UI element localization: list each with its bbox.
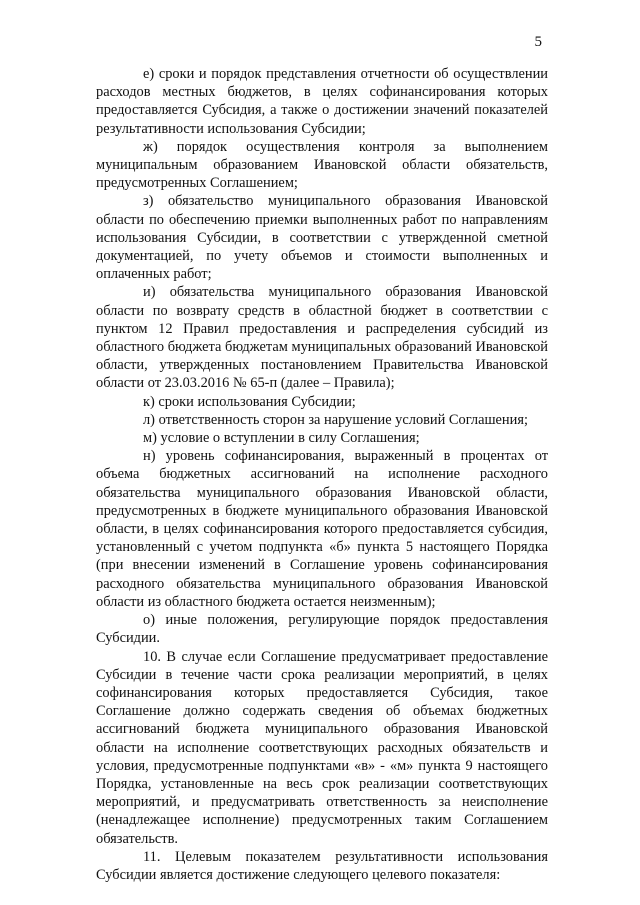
paragraph-item-o: о) иные положения, регулирующие порядок предоставления Субсидии. xyxy=(96,612,548,647)
paragraph-item-l: л) ответственность сторон за нарушение условий Соглашения; xyxy=(143,411,528,428)
paragraph-item-e: е) сроки и порядок представления отчетности об осуществлении расходов местных бюджетов, в целях софинансирования которых предоставляется Субсидия, а также о достижении значений показателей результативности использования Субсидии; xyxy=(96,66,548,137)
paragraph-item-n: н) уровень софинансирования, выраженный в процентах от объема бюджетных ассигнований на исполнение расходного обязательства муниципального образования Ивановской области, предусмотренных в бюджете муниципального образования Ивановской области, в целях софинансирования которого предоставляется субсидия, установленный с учетом подпункта «б» пункта 5 настоящего Порядка (при внесении изменений в Соглашение уровень софинансирования расходного обязательства муниципального образования Ивановской области из областного бюджета остается неизменным); xyxy=(96,448,548,610)
document-body xyxy=(96,65,548,884)
paragraph-item-zh: ж) порядок осуществления контроля за выполнением муниципальным образованием Ивановской области обязательств, предусмотренных Соглашением; xyxy=(96,138,548,192)
paragraph-item-k: к) сроки использования Субсидии; xyxy=(143,393,356,410)
paragraph-item-i: и) обязательства муниципального образования Ивановской области по возврату средств в областной бюджет в соответствии с пунктом 12 Правил предоставления и распределения субсидий из областного бюджета бюджетам муниципальных образований Ивановской области, утвержденных постановлением Правительства Ивановской области от 23.03.2016 № 65-п (далее – Правила); xyxy=(96,284,548,392)
paragraph-item-z: з) обязательство муниципального образования Ивановской области по обеспечению приемки выполненных работ по направлениям использования Субсидии, в соответствии с утвержденной сметной документацией, по учету объемов и стоимости выполненных и оплаченных работ; xyxy=(96,193,548,283)
paragraph-item-m: м) условие о вступлении в силу Соглашения; xyxy=(143,430,420,447)
paragraph-section-10: 10. В случае если Соглашение предусматривает предоставление Субсидии в течение части срока реализации мероприятий, в целях софинансирования которых предоставляется Субсидия, такое Соглашение должно содержать сведения об объемах бюджетных ассигнований бюджета муниципального образования Ивановской области на исполнение соответствующих расходных обязательств и условия, предусмотренные подпунктами «в» - «м» пункта 9 настоящего Порядка, установленные на весь срок реализации соответствующих мероприятий, и предусматривать ответственность за неисполнение (ненадлежащее исполнение) предусмотренных таким Соглашением обязательств. xyxy=(96,648,548,847)
page-number: 5 xyxy=(534,34,542,50)
paragraph-section-11: 11. Целевым показателем результативности использования Субсидии является достижение следующего целевого показателя: xyxy=(96,848,548,883)
